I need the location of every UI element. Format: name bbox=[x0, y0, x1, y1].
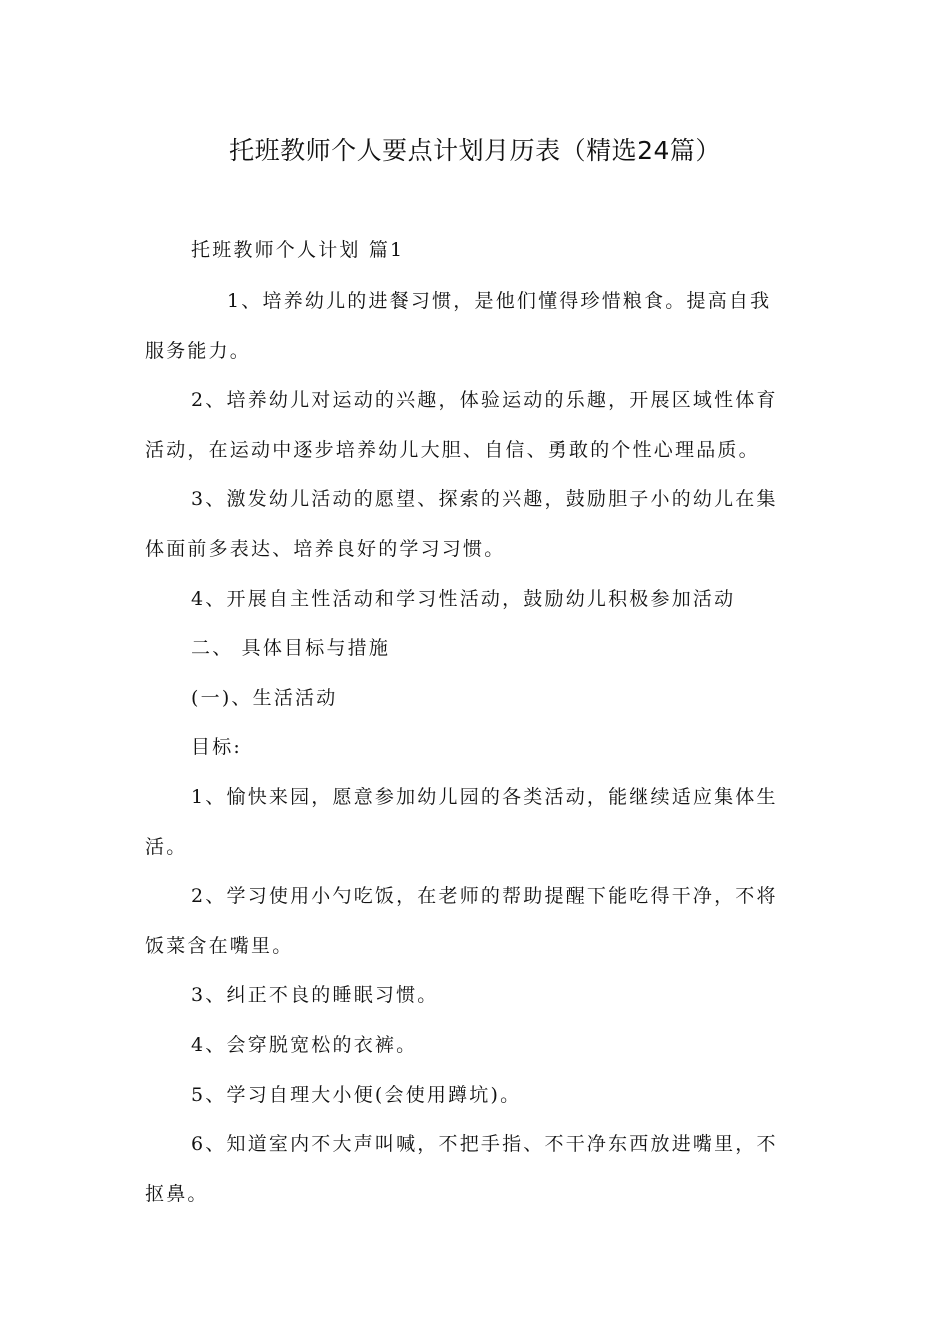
list-item-continuation: 饭菜含在嘴里。 bbox=[145, 935, 294, 957]
list-item: 2、学习使用小勺吃饭，在老师的帮助提醒下能吃得干净，不将 bbox=[191, 885, 778, 907]
list-item-continuation: 抠鼻。 bbox=[145, 1183, 209, 1205]
paragraph-line: 3、激发幼儿活动的愿望、探索的兴趣，鼓励胆子小的幼儿在集 bbox=[191, 488, 778, 510]
list-item: 4、会穿脱宽松的衣裤。 bbox=[191, 1034, 418, 1056]
paragraph-line: 活动，在运动中逐步培养幼儿大胆、自信、勇敢的个性心理品质。 bbox=[145, 439, 760, 461]
list-item: 3、纠正不良的睡眠习惯。 bbox=[191, 984, 439, 1006]
subsection-heading: (一)、生活活动 bbox=[191, 687, 338, 709]
list-item: 6、知道室内不大声叫喊，不把手指、不干净东西放进嘴里，不 bbox=[191, 1133, 778, 1155]
paragraph-line: 体面前多表达、培养良好的学习习惯。 bbox=[145, 538, 506, 560]
list-item: 5、学习自理大小便(会使用蹲坑)。 bbox=[191, 1084, 522, 1106]
label-line: 目标: bbox=[191, 736, 243, 758]
paragraph-line: 4、开展自主性活动和学习性活动，鼓励幼儿积极参加活动 bbox=[191, 588, 736, 610]
section-heading: 托班教师个人计划 篇1 bbox=[191, 239, 405, 261]
document-title: 托班教师个人要点计划月历表（精选24篇） bbox=[229, 136, 721, 165]
paragraph-line: 1、培养幼儿的进餐习惯，是他们懂得珍惜粮食。提高自我 bbox=[227, 290, 772, 312]
list-item: 1、愉快来园，愿意参加幼儿园的各类活动，能继续适应集体生 bbox=[191, 786, 778, 808]
list-item-continuation: 活。 bbox=[145, 836, 188, 858]
paragraph-line: 2、培养幼儿对运动的兴趣，体验运动的乐趣，开展区域性体育 bbox=[191, 389, 778, 411]
section-heading: 二、 具体目标与措施 bbox=[191, 637, 391, 659]
paragraph-line: 服务能力。 bbox=[145, 340, 252, 362]
